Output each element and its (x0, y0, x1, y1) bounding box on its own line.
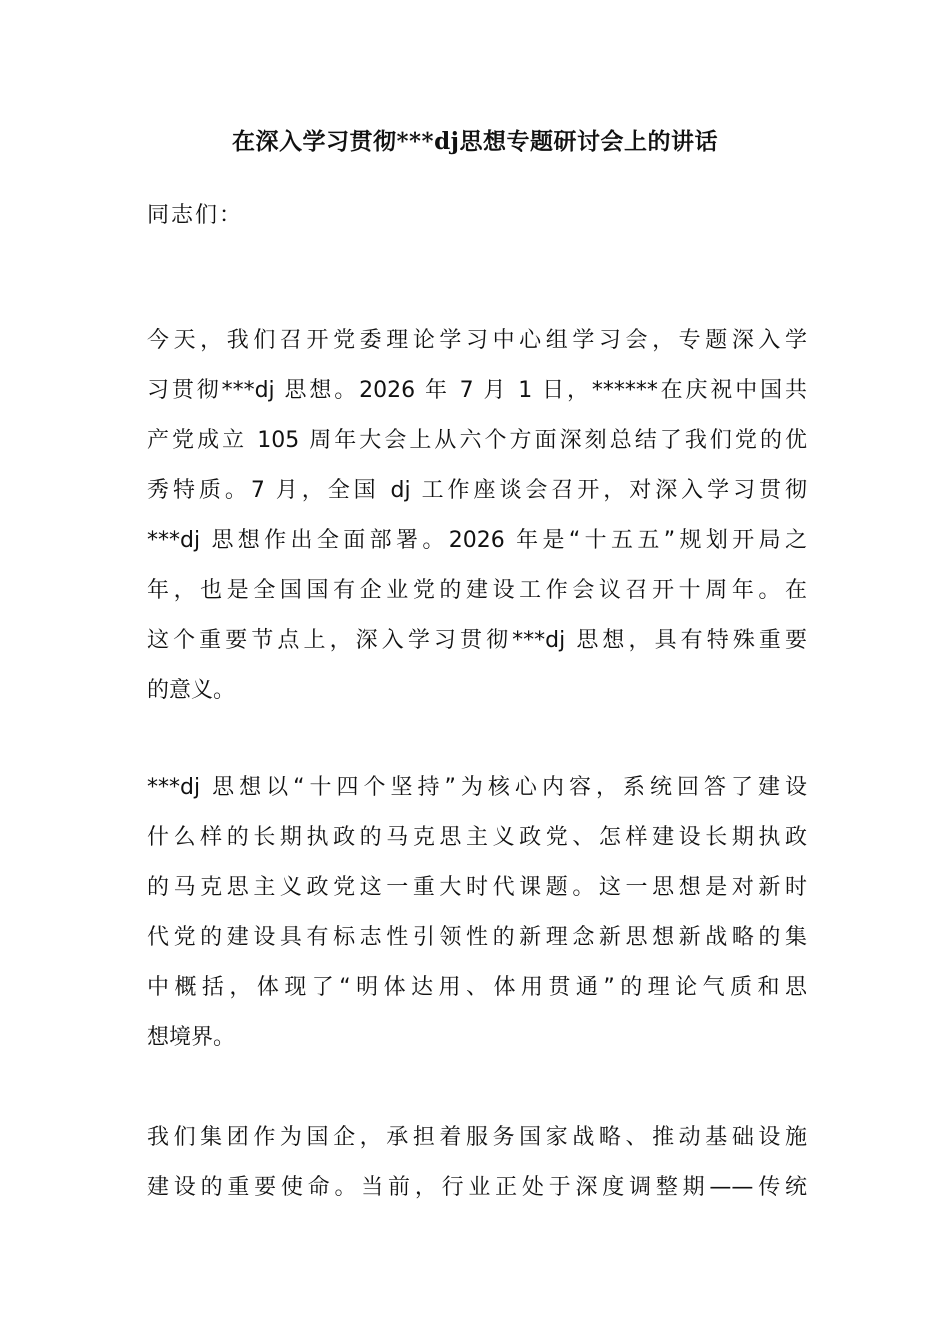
paragraph-1 (147, 316, 807, 716)
paragraph-line: 中概括，体现了“明体达用、体用贯通”的理论气质和思 (147, 975, 807, 1000)
salutation: 同志们： (147, 203, 244, 228)
paragraph-line: 的意义。 (147, 678, 236, 703)
document-title: 在深入学习贯彻***dj思想专题研讨会上的讲话 (232, 128, 718, 155)
paragraph-line: 我们集团作为国企，承担着服务国家战略、推动基础设施 (147, 1125, 807, 1150)
paragraph-line: ***dj 思想以“十四个坚持”为核心内容，系统回答了建设 (147, 775, 807, 800)
paragraph-line: 的马克思主义政党这一重大时代课题。这一思想是对新时 (147, 875, 807, 900)
paragraph-line: 这个重要节点上，深入学习贯彻***dj 思想，具有特殊重要 (147, 628, 807, 653)
paragraph-line: ***dj 思想作出全面部署。2026 年是“十五五”规划开局之 (147, 528, 807, 553)
paragraph-line: 什么样的长期执政的马克思主义政党、怎样建设长期执政 (147, 825, 807, 850)
paragraph-2 (147, 763, 807, 1063)
paragraph-line: 想境界。 (147, 1025, 236, 1050)
paragraph-3 (147, 1113, 807, 1213)
paragraph-line: 代党的建设具有标志性引领性的新理念新思想新战略的集 (147, 925, 807, 950)
paragraph-line: 今天，我们召开党委理论学习中心组学习会，专题深入学 (147, 328, 807, 353)
paragraph-line: 产党成立 105 周年大会上从六个方面深刻总结了我们党的优 (147, 428, 807, 453)
paragraph-line: 习贯彻***dj 思想。2026 年 7 月 1 日，******在庆祝中国共 (147, 378, 807, 403)
paragraph-line: 秀特质。7 月，全国 dj 工作座谈会召开，对深入学习贯彻 (147, 478, 807, 503)
paragraph-line: 年，也是全国国有企业党的建设工作会议召开十周年。在 (147, 578, 807, 603)
paragraph-line: 建设的重要使命。当前，行业正处于深度调整期——传统 (147, 1175, 807, 1200)
